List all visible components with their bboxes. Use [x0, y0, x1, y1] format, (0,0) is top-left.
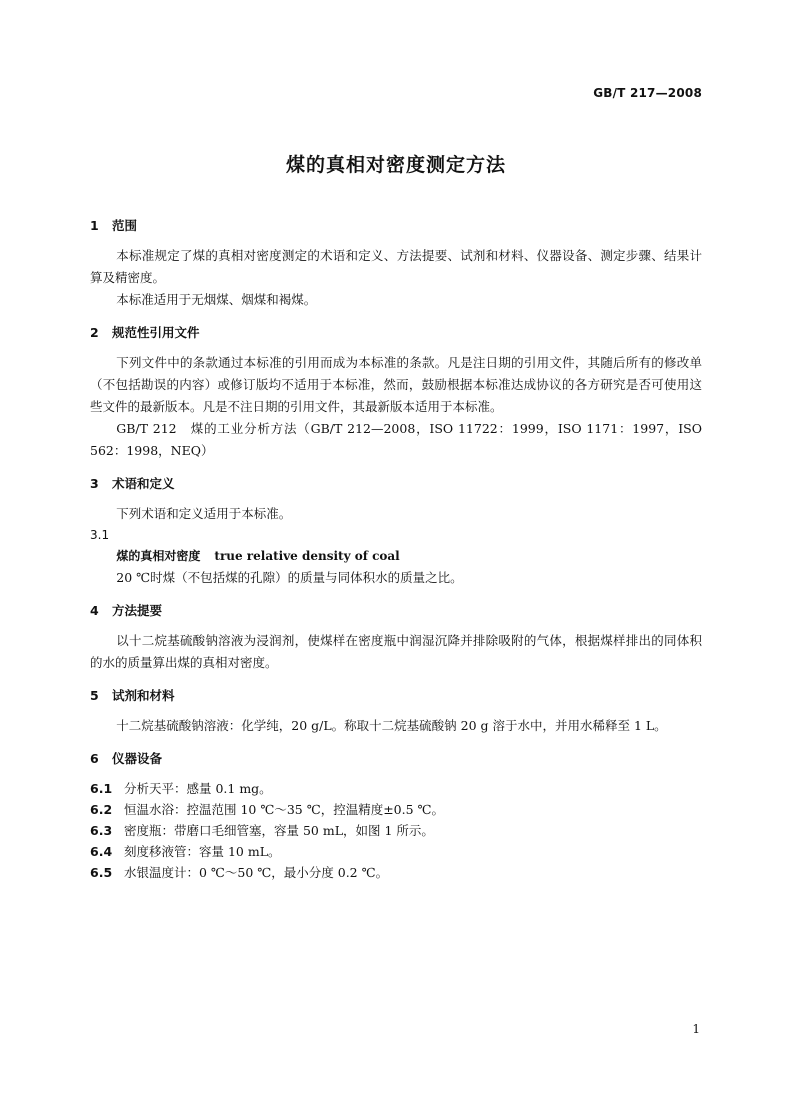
- section-number: 1: [90, 218, 99, 233]
- apparatus-item: [90, 799, 702, 820]
- term-definition: 20 ℃时煤（不包括煤的孔隙）的质量与同体积水的质量之比。: [116, 570, 463, 585]
- section-number: 2: [90, 325, 99, 340]
- section-title: 试剂和材料: [112, 688, 175, 703]
- section-number: 5: [90, 688, 99, 703]
- term-entry: [90, 545, 702, 567]
- item-text: 恒温水浴：控温范围 10 ℃～35 ℃，控温精度±0.5 ℃。: [124, 802, 445, 817]
- paragraph: 本标准规定了煤的真相对密度测定的术语和定义、方法提要、试剂和材料、仪器设备、测定步骤、结果计算及精密度。: [90, 248, 702, 285]
- section-heading-scope: [90, 216, 702, 236]
- item-text: 密度瓶：带磨口毛细管塞，容量 50 mL，如图 1 所示。: [124, 823, 434, 838]
- section-heading-terms: [90, 474, 702, 494]
- item-number: 6.2: [90, 802, 113, 817]
- apparatus-item: [90, 841, 702, 862]
- item-number: 6.4: [90, 844, 113, 859]
- term-english: true relative density of coal: [214, 549, 400, 563]
- term-chinese: 煤的真相对密度: [116, 549, 201, 563]
- section-title: 范围: [112, 218, 138, 233]
- section-title: 规范性引用文件: [112, 325, 200, 340]
- page-number: 1: [692, 1022, 700, 1036]
- item-text: 分析天平：感量 0.1 mg。: [124, 781, 272, 796]
- apparatus-item: [90, 778, 702, 799]
- section-heading-reagents: [90, 686, 702, 706]
- section-title: 术语和定义: [112, 476, 175, 491]
- standard-code: GB/T 217—2008: [593, 86, 702, 100]
- section-number: 4: [90, 603, 99, 618]
- section-title: 方法提要: [112, 603, 163, 618]
- document-title: 煤的真相对密度测定方法: [285, 154, 506, 176]
- paragraph: 本标准适用于无烟煤、烟煤和褐煤。: [116, 292, 317, 307]
- term-number: 3.1: [90, 528, 110, 542]
- apparatus-item: [90, 820, 702, 841]
- section-number: 6: [90, 751, 99, 766]
- section-heading-method-summary: [90, 601, 702, 621]
- item-text: 水银温度计：0 ℃～50 ℃，最小分度 0.2 ℃。: [124, 865, 389, 880]
- paragraph: 以十二烷基硫酸钠溶液为浸润剂，使煤样在密度瓶中润湿沉降并排除吸附的气体，根据煤样排出的同体积的水的质量算出煤的真相对密度。: [90, 633, 702, 670]
- section-heading-normative-references: [90, 323, 702, 343]
- section-title: 仪器设备: [112, 751, 163, 766]
- apparatus-item: [90, 862, 702, 883]
- paragraph: 下列文件中的条款通过本标准的引用而成为本标准的条款。凡是注日期的引用文件，其随后所有的修改单（不包括勘误的内容）或修订版均不适用于本标准，然而，鼓励根据本标准达成协议的各方研究是否可使用这些文件的最新版本。凡是不注日期的引用文件，其最新版本适用于本标准。: [90, 355, 702, 414]
- paragraph: 下列术语和定义适用于本标准。: [116, 506, 292, 521]
- reference-entry: GB/T 212 煤的工业分析方法（GB/T 212—2008，ISO 11722：1999，ISO 1171：1997，ISO 562：1998，NEQ）: [90, 421, 702, 458]
- item-number: 6.1: [90, 781, 113, 796]
- item-number: 6.5: [90, 865, 113, 880]
- item-text: 刻度移液管：容量 10 mL。: [124, 844, 281, 859]
- section-number: 3: [90, 476, 99, 491]
- document-body: [90, 216, 702, 883]
- item-number: 6.3: [90, 823, 113, 838]
- section-heading-apparatus: [90, 749, 702, 769]
- paragraph: 十二烷基硫酸钠溶液：化学纯，20 g/L。称取十二烷基硫酸钠 20 g 溶于水中，并用水稀释至 1 L。: [116, 718, 667, 733]
